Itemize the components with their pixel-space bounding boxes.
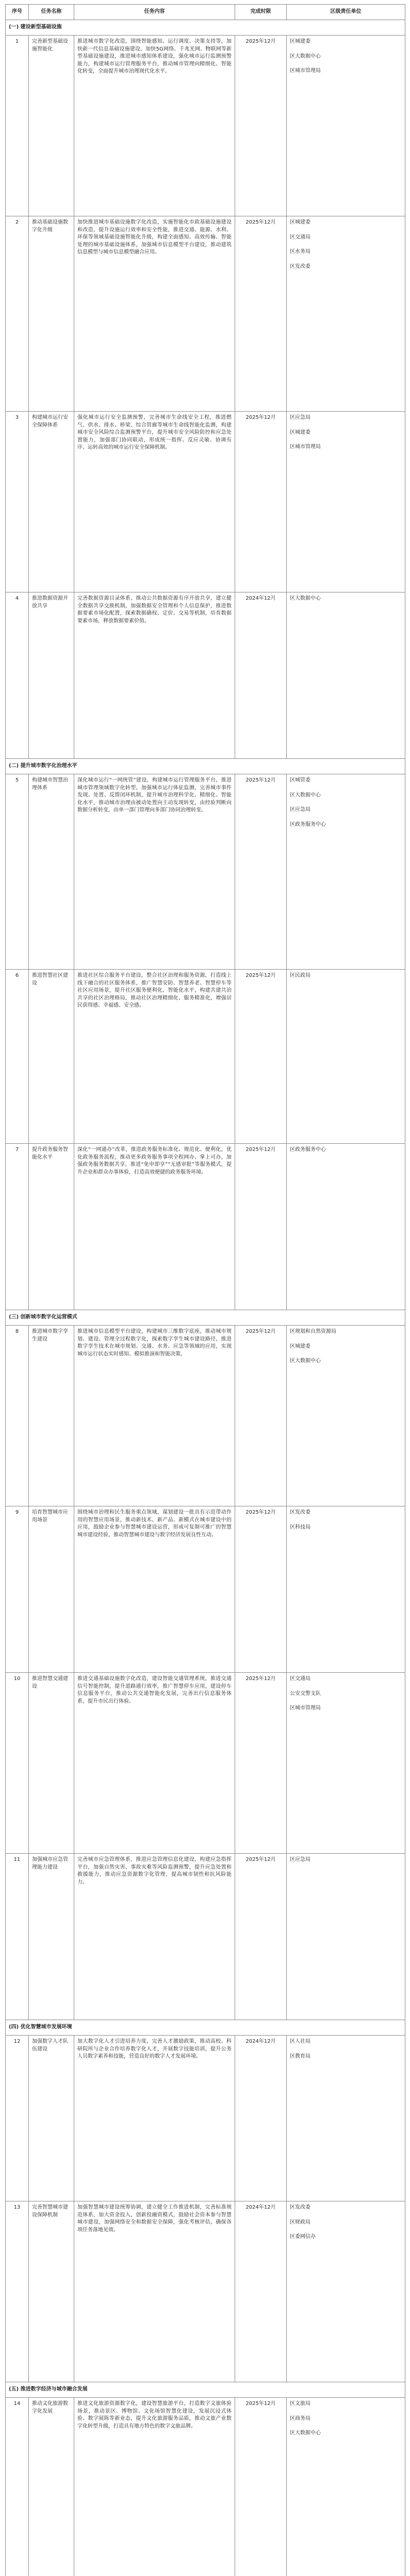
responsible-unit: 区政务服务中心	[290, 1147, 326, 1153]
row-deadline: 2024年12月	[235, 2201, 287, 2382]
row-task-name: 加强城市应急管理能力建设	[29, 1854, 74, 2020]
row-deadline: 2025年12月	[235, 36, 287, 216]
table-row	[6, 216, 405, 412]
section-title: (三) 创新城市数字化运营模式	[6, 1310, 405, 1326]
row-index: 14	[6, 2398, 29, 2576]
row-index: 2	[6, 216, 29, 412]
responsible-unit: 区发改委	[290, 1510, 310, 1515]
row-task-content: 推进社区综合服务平台建设，整合社区治理和服务资源，打造线上线下融合的社区服务体系，推广智慧安防、智慧养老、智慧停车等社区应用场景，提升社区服务便利化、智能化水平，构建共建共治共享的社区治理格局，推动社区治理精细化、服务精准化，增强居民获得感、幸福感、安全感。	[74, 970, 235, 1144]
row-task-name: 推进智慧社区建设	[29, 970, 74, 1144]
row-deadline: 2025年12月	[235, 970, 287, 1144]
row-deadline: 2025年12月	[235, 1144, 287, 1310]
row-deadline: 2025年12月	[235, 2398, 287, 2576]
responsible-unit: 区科技局	[290, 1524, 310, 1530]
row-deadline: 2025年12月	[235, 1673, 287, 1854]
header-unit: 区级责任单位	[287, 5, 405, 20]
row-task-name: 构建城市运行安全保障体系	[29, 412, 74, 592]
table-body	[6, 20, 405, 2576]
responsible-unit: 区大数据中心	[290, 1358, 321, 1364]
responsible-unit: 区大数据中心	[290, 792, 321, 798]
row-index: 12	[6, 2036, 29, 2201]
row-index: 4	[6, 592, 29, 759]
row-task-content: 加大数字化人才引进培养力度，完善人才激励政策，推动高校、科研院所与企业合作培养数字化人才，开展数字技能培训，提升公务人员数字素养和技能，营造良好的数字人才发展环境。	[74, 2036, 235, 2201]
row-task-name: 完善智慧城市建设保障机制	[29, 2201, 74, 2382]
row-task-name: 推进城市数字孪生建设	[29, 1326, 74, 1506]
task-table	[5, 4, 405, 2576]
responsible-unit: 区城市管理局	[290, 68, 321, 74]
table-row	[6, 970, 405, 1144]
row-responsible-units	[287, 216, 405, 412]
row-task-name: 推进数据资源开放共享	[29, 592, 74, 759]
row-deadline: 2024年12月	[235, 592, 287, 759]
row-deadline: 2025年12月	[235, 1506, 287, 1673]
responsible-unit: 区发改委	[290, 2205, 310, 2210]
responsible-unit: 区大数据中心	[290, 2430, 321, 2436]
section-title: (二) 提升城市数字化治理水平	[6, 759, 405, 774]
row-task-content: 推进文化旅游资源数字化，建设智慧旅游平台，打造数字文旅体验场景，推动景区、博物馆、文化场馆智慧化建设，发展沉浸式体验、数字展陈等新业态，提升文化旅游服务品质，推动文旅产业数字化转型升级，打造具有地方特色的数字文旅品牌。	[74, 2398, 235, 2576]
row-task-content: 完善数据资源目录体系，推动公共数据资源有序开放共享，建立健全数据共享交换机制，加强数据安全管理和个人信息保护，推进数据要素市场化配置，探索数据确权、定价、交易等机制，培育数据要素市场，释放数据要素价值。	[74, 592, 235, 759]
header-content: 任务内容	[74, 5, 235, 20]
table-row	[6, 1673, 405, 1854]
row-responsible-units	[287, 970, 405, 1144]
row-responsible-units	[287, 1144, 405, 1310]
table-row	[6, 2201, 405, 2382]
row-responsible-units	[287, 2398, 405, 2576]
row-task-name: 推动文化旅游数字化发展	[29, 2398, 74, 2576]
header-time: 完成时限	[235, 5, 287, 20]
table-row	[6, 1326, 405, 1506]
row-deadline: 2025年12月	[235, 216, 287, 412]
responsible-unit: 区城建委	[290, 39, 310, 44]
responsible-unit: 区交通局	[290, 1676, 310, 1682]
table-row	[6, 592, 405, 759]
header-task: 任务名称	[29, 5, 74, 20]
row-task-name: 构建城市智慧治理体系	[29, 774, 74, 970]
row-index: 5	[6, 774, 29, 970]
section-title: (四) 优化智慧城市发展环境	[6, 2020, 405, 2036]
row-task-name: 培育智慧城市应用场景	[29, 1506, 74, 1673]
row-responsible-units	[287, 2201, 405, 2382]
responsible-unit: 区民政局	[290, 973, 310, 978]
row-deadline: 2025年12月	[235, 412, 287, 592]
row-responsible-units	[287, 36, 405, 216]
section-row	[6, 1310, 405, 1326]
responsible-unit: 区应急局	[290, 807, 310, 812]
responsible-unit: 区城市管理局	[290, 444, 321, 450]
row-deadline: 2025年12月	[235, 1854, 287, 2020]
row-responsible-units	[287, 412, 405, 592]
row-index: 3	[6, 412, 29, 592]
table-header-row	[6, 5, 405, 20]
section-row	[6, 2020, 405, 2036]
section-title: (五) 推进数字经济与城市融合发展	[6, 2382, 405, 2398]
row-deadline: 2025年12月	[235, 1326, 287, 1506]
responsible-unit: 区政务服务中心	[290, 821, 326, 827]
row-task-name: 推动基础设施数字化升级	[29, 216, 74, 412]
table-row	[6, 1144, 405, 1310]
row-task-content: 围绕城市治理和民生服务重点领域，谋划建设一批具有示范带动作用的智慧应用场景，推动新技术、新产品、新模式在城市建设中的应用，鼓励企业参与智慧城市建设运营，形成可复制可推广的智慧城市建设经验，推动智慧城市建设与数字经济发展良性互动。	[74, 1506, 235, 1673]
row-task-content: 推进城市数字化改造，围绕智能感知、运行调度、决策支持等，加快新一代信息基础设施建设，加快5G网络、千兆光网、物联网等新型基础设施建设，推进城市感知体系建设，强化城市运行监测预警能力，构建城市运行管理服务平台，推动城市管理向精细化、智能化转变，全面提升城市治理现代化水平。	[74, 36, 235, 216]
responsible-unit: 区商务局	[290, 2415, 310, 2421]
responsible-unit: 区财政局	[290, 2219, 310, 2225]
row-responsible-units	[287, 2036, 405, 2201]
table-row	[6, 2036, 405, 2201]
task-table-sheet	[5, 4, 405, 2576]
row-index: 11	[6, 1854, 29, 2020]
table-row	[6, 412, 405, 592]
row-index: 10	[6, 1673, 29, 1854]
responsible-unit: 区城建委	[290, 429, 310, 435]
row-deadline: 2024年12月	[235, 2036, 287, 2201]
row-task-name: 提升政务服务智能化水平	[29, 1144, 74, 1310]
section-row	[6, 2382, 405, 2398]
table-row	[6, 2398, 405, 2576]
responsible-unit: 区规划和自然资源局	[290, 1329, 336, 1334]
responsible-unit: 区交通局	[290, 234, 310, 240]
table-row	[6, 1506, 405, 1673]
row-task-content: 深化城市运行“一网统管”建设，构建城市运行管理服务平台，推进城市管理领域数字化转型，加强城市运行体征监测，完善城市事件发现、处置、反馈闭环机制，提升城市治理科学化、精细化、智能化水平，推动城市治理由被动处置向主动发现转变，由经验判断向数据分析转变，由单一部门管理向多部门协同治理转变。	[74, 774, 235, 970]
row-task-content: 加强智慧城市建设统筹协调，建立健全工作推进机制，完善标准规范体系，加大资金投入，创新投融资模式，鼓励社会资本参与智慧城市建设，加强网络安全和数据安全保障，强化考核评估，确保各项任务落地见效。	[74, 2201, 235, 2382]
table-row	[6, 36, 405, 216]
responsible-unit: 区应急局	[290, 1857, 310, 1862]
row-task-content: 完善城市应急管理体系，推进应急管理信息化建设，构建应急指挥平台，加强自然灾害、事故灾难等风险监测预警，提升应急处置和救援能力，推动应急资源数字化管理，提高城市韧性和抗风险能力。	[74, 1854, 235, 2020]
row-task-content: 强化城市运行安全监测预警，完善城市生命线安全工程，推进燃气、供水、排水、桥梁、综合管廊等城市生命线智能化监测，构建城市安全风险综合监测预警平台，提升城市安全风险防控和应急处置能力，加强部门协同联动，形成统一指挥、反应灵敏、协调有序、运转高效的城市运行安全保障机制。	[74, 412, 235, 592]
responsible-unit: 区文旅局	[290, 2401, 310, 2406]
responsible-unit: 区发改委	[290, 263, 310, 269]
responsible-unit: 公安交警支队	[290, 1690, 321, 1697]
row-responsible-units	[287, 1673, 405, 1854]
responsible-unit: 区城市管理局	[290, 1705, 321, 1711]
row-responsible-units	[287, 1326, 405, 1506]
row-task-content: 加快推进城市基础设施数字化改造，实施智能化市政基础设施建设和改造，提升设施运行效率和安全性能，推进交通、能源、水利、环保等领域基础设施智能化升级，构建全面感知、高效传输、智能处理的城市基础设施体系，加强城市信息模型平台建设，推动建筑信息模型与城市信息模型融合应用。	[74, 216, 235, 412]
row-task-content: 深化“一网通办”改革，推进政务服务标准化、规范化、便利化，优化政务服务流程，推动更多政务服务事项全程网办、掌上可办，加强政务服务数据共享，推进“免申即享”“无感审批”等服务模式，提升企业和群众办事体验，打造高效便捷的政务服务环境。	[74, 1144, 235, 1310]
row-index: 6	[6, 970, 29, 1144]
responsible-unit: 区水务局	[290, 249, 310, 255]
row-index: 8	[6, 1326, 29, 1506]
section-row	[6, 20, 405, 36]
responsible-unit: 区人社局	[290, 2039, 310, 2044]
responsible-unit: 区应急局	[290, 415, 310, 420]
section-title: (一) 建设新型基础设施	[6, 20, 405, 36]
responsible-unit: 区城建委	[290, 1343, 310, 1349]
row-index: 1	[6, 36, 29, 216]
row-task-name: 加强数字人才队伍建设	[29, 2036, 74, 2201]
table-row	[6, 774, 405, 970]
row-responsible-units	[287, 1854, 405, 2020]
row-index: 13	[6, 2201, 29, 2382]
row-task-name: 完善新型基础设施智能化	[29, 36, 74, 216]
row-responsible-units	[287, 592, 405, 759]
row-deadline: 2025年12月	[235, 774, 287, 970]
table-row	[6, 1854, 405, 2020]
row-task-content: 推进城市信息模型平台建设，构建城市三维数字底座，推动城市规划、建设、管理全过程数字化，探索数字孪生城市建设路径，推进数字孪生技术在城市规划、交通、水务、应急等领域的应用，实现城市运行状态实时感知、模拟推演和智能决策。	[74, 1326, 235, 1506]
header-index: 序号	[6, 5, 29, 20]
responsible-unit: 区委网信办	[290, 2234, 316, 2240]
responsible-unit: 区城建委	[290, 219, 310, 225]
section-row	[6, 759, 405, 774]
row-task-content: 推进交通基础设施数字化改造，建设智能交通管理系统，推进交通信号智能控制，提升道路通行效率，推广智慧停车应用，建设停车信息服务平台，推动公共交通智能化发展，完善出行信息服务体系，提升市民出行体验。	[74, 1673, 235, 1854]
responsible-unit: 区城管委	[290, 777, 310, 783]
responsible-unit: 区教育局	[290, 2053, 310, 2059]
row-index: 9	[6, 1506, 29, 1673]
responsible-unit: 区大数据中心	[290, 596, 321, 601]
row-responsible-units	[287, 774, 405, 970]
row-responsible-units	[287, 1506, 405, 1673]
row-task-name: 推进智慧交通建设	[29, 1673, 74, 1854]
responsible-unit: 区大数据中心	[290, 53, 321, 59]
row-index: 7	[6, 1144, 29, 1310]
